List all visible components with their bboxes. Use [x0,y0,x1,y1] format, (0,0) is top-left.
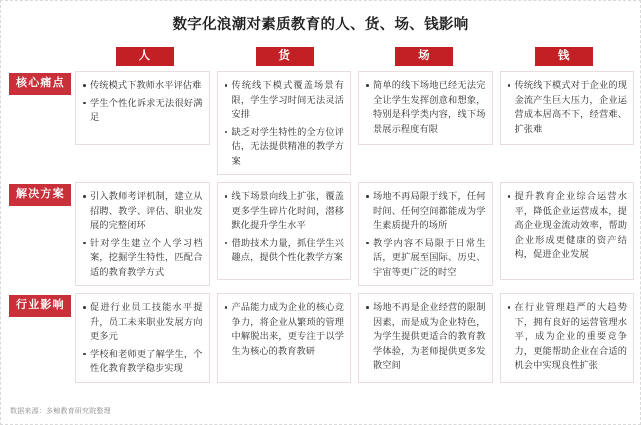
matrix-grid [9,41,634,390]
column-header-people [75,47,215,66]
cell-pain-place [358,71,493,145]
list-item: 学生个性化诉求无法很好满足 [81,96,203,125]
column-header-goods [215,47,355,66]
cell-pain-money [500,71,635,145]
source-note: 数据来源：多鲸教育研究院整理 [10,408,111,415]
list-item: 传统线下模式覆盖场景有限，学生学习时间无法灵活安排 [223,78,345,122]
column-badge-label: 货 [256,47,314,66]
bullet-list [81,189,203,279]
list-item: 教学内容不局限于日常生活，更扩展至国际、历史、宇宙等更广泛的时空 [364,236,486,280]
cell-impact-people [75,293,210,383]
bullet-list [223,78,345,168]
cell-pain-people [75,71,210,145]
bullet-list [81,300,203,376]
matrix-row [9,71,634,175]
bullet-list [223,189,345,265]
bullet-list [364,78,486,136]
row-label-solutions: 解决方案 [9,184,71,206]
list-item: 提升教育企业综合运营水平，降低企业运营成本，提高企业现金流动效率，帮助企业形成更健康的资产结构，促进企业发展 [506,189,628,262]
list-item: 产品能力成为企业的核心竞争力，将企业从繁琐的管理中解脱出来，更专注于以学生为核心的教育教研 [223,300,345,358]
column-badge-label: 场 [395,47,453,66]
list-item: 缺乏对学生特性的全方位评估，无法提供精准的教学方案 [223,125,345,169]
list-item: 线下场景向线上扩张，覆盖更多学生碎片化时间，潜移默化提升学生水平 [223,189,345,233]
cell-solution-place [358,182,493,286]
bullet-list [223,300,345,358]
list-item: 场地不再局限于线下，任何时间、任何空间都能成为学生素质提升的场所 [364,189,486,233]
list-item: 学校和老师更了解学生，个性化教育教学稳步实现 [81,347,203,376]
column-header-place [355,47,495,66]
list-item: 传统模式下教师水平评估难 [81,78,203,93]
cell-solution-money [500,182,635,280]
bullet-list [81,78,203,125]
list-item: 促进行业员工技能水平提升，员工未来职业发展方向更多元 [81,300,203,344]
cell-impact-money [500,293,635,383]
list-item: 场地不再是企业经营的限制因素，而是成为企业特色，为学生提供更适合的教育教学体验，为老师提供更多发散空间 [364,300,486,373]
list-item: 针对学生建立个人学习档案，挖掘学生特性，匹配合适的教育教学方式 [81,236,203,280]
column-header-money [494,47,634,66]
row-label-wrap [9,71,75,95]
bullet-list [506,189,628,262]
row-label-wrap [9,182,75,206]
row-label-industry-impact: 行业影响 [9,295,71,317]
cell-impact-place [358,293,493,383]
list-item: 传统线下模式对于企业的现金流产生巨大压力，企业运营成本居高不下，经营难、扩张难 [506,78,628,136]
matrix-row [9,293,634,383]
cell-solution-goods [217,182,352,280]
list-item: 借助技术力量，抓住学生兴趣点，提供个性化教学方案 [223,236,345,265]
bullet-list [364,189,486,279]
row-label-wrap [9,293,75,317]
column-badge-label: 人 [116,47,174,66]
bullet-list [364,300,486,373]
bullet-list [506,300,628,373]
list-item: 在行业管理趋严的大趋势下，拥有良好的运营管理水平，成为企业的重要竞争力，更能帮助企业在合适的机会中实现良性扩张 [506,300,628,373]
bullet-list [506,78,628,136]
cell-impact-goods [217,293,352,383]
list-item: 简单的线下场地已经无法完全让学生发挥创意和想象，特别是科学类内容，线下场景展示程度有限 [364,78,486,136]
list-item: 引入教师考评机制，建立从招聘、教学、评估、职业发展的完整闭环 [81,189,203,233]
cell-solution-people [75,182,210,286]
matrix-row [9,182,634,286]
column-badge-label: 钱 [535,47,593,66]
cell-pain-goods [217,71,352,175]
column-header-row [9,41,634,71]
row-label-pain-points: 核心痛点 [9,73,71,95]
page-title: 数字化浪潮对素质教育的人、货、场、钱影响 [172,17,469,33]
